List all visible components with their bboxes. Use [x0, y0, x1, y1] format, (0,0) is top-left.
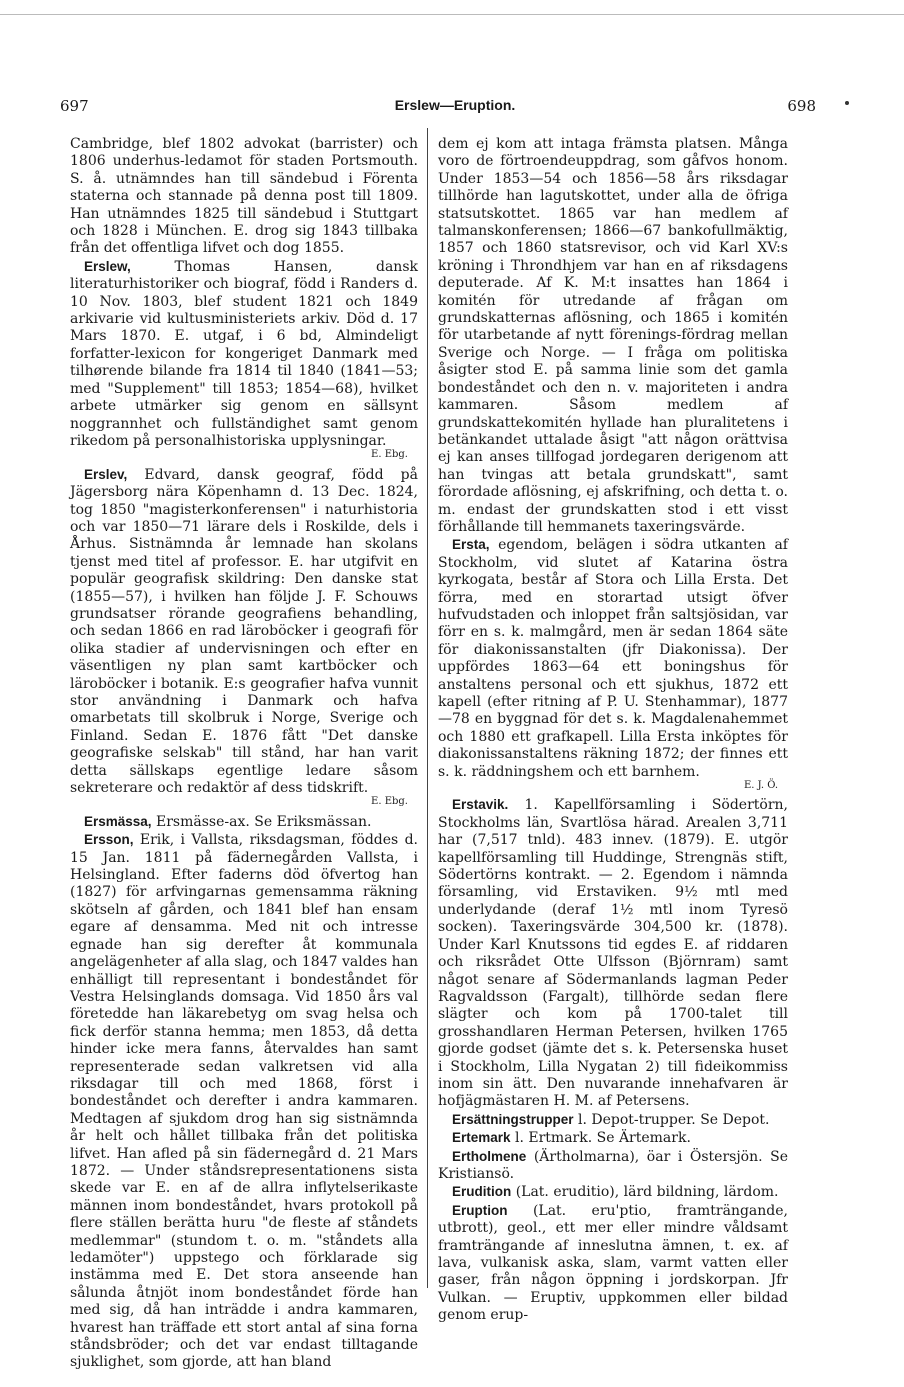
entry-headword: Erslev, [84, 466, 128, 482]
entry-erudition [438, 1183, 788, 1201]
entry-ersmassa [70, 813, 418, 831]
entry-text: Erik, i Vallsta, riksdagsman, föddes d. 15 Jan. 1811 på fädernegården Vallsta, i Helsingland. Efter faderns död öfvertog han (1827) för arfvingarnas gemensamma räkning skötseln af gården, och 1841 blef han ensam egare af densamma. Med nit och intresse egnade han sig derefter åt kommunala angelägenheter af alla slag, och 1847 valdes han enhälligt till representant i bondeståndet för Vestra Helsinglands domsaga. Vid 1850 års val företedde han läkarebetyg om svag helsa och fick derför stanna hemma; men 1853, då detta hinder icke mera fanns, återvaldes han samt representerade sedan valkretsen vid alla riksdagar till och med 1868, först i bondeståndet och derefter i andra kammaren. Medtagen af sjukdom drog han sig sistnämnda år helt och hållet tillbaka från det politiska lifvet. Han afled på sin fädernegård d. 21 Mars 1872. — Under ståndsrepresentationens sista skede var E. en af de allra inflytelserikaste männen inom bondeståndet, hvars protokoll på flere ställen berätta huru "de fleste af ståndets medlemmar" (stundom t. o. m. "ståndets alla ledamöter") uppstego och förklarade sig instämma med E. Det stora anseende han sålunda åtnjöt inom bondeståndet förde han med sig, då han inträdde i andra kammaren, hvarest han träffade ett stort antal af sina forna ståndsbröder; och det var endast tilltagande sjuklighet, som gjorde, att han bland [70, 832, 418, 1371]
continuation-paragraph: Cambridge, blef 1802 advokat (barrister) och 1806 underhus-ledamot för staden Portsmouth. S. å. utnämndes han till sändebud i Förenta staterna och stannade på denna post till 1809. Han utnämndes 1825 till sändebud i Stuttgart och 1828 i München. E. drog sig 1843 tillbaka från det offentliga lifvet och dog 1855. [70, 136, 418, 257]
page-number-left: 697 [60, 97, 89, 115]
entry-text: (Ärtholmarna), öar i Östersjön. Se Kristiansö. [438, 1148, 788, 1182]
entry-ertemark [438, 1129, 788, 1147]
entry-headword: Ersättningstrupper [452, 1111, 574, 1127]
right-column [438, 136, 788, 1324]
column-divider [427, 128, 428, 1288]
entry-text: 1. Kapellförsamling i Södertörn, Stockholms län, Svartlösa härad. Arealen 3,711 har (7,517 tnld). 483 innev. (1879). E. utgör kapellförsamling till Huddinge, Strengnäs stift, Södertörns kontrakt. — 2. Egendom i nämnda församling, vid Erstaviken. 9½ mtl med underlydande (deraf 1½ mtl inom Tyresö socken). Taxeringsvärde 304,500 kr. (1878). Under Karl Knutssons tid egdes E. af riddaren och riksrådet Otte Ulfsson (Björnram) samt något senare af Södermanlands lagman Peder Ragvaldsson (Fargalt), tillhörde sedan flere slägter och kom på 1700-talet till grosshandlaren Herman Petersen, hvilken 1765 gjorde godset (jämte det s. k. Petersenska huset i Stockholm, Lilla Nygatan 2) till fideikommiss inom sin ätt. Den nuvarande innehafvaren är hofjägmästaren H. M. af Petersens. [438, 797, 788, 1110]
page-number-right: 698 [787, 97, 816, 115]
entry-ersattningstrupper [438, 1111, 788, 1129]
entry-text: (Lat. eruditio), lärd bildning, lärdom. [511, 1184, 779, 1201]
author-signature: E. Ebg. [371, 449, 408, 461]
entry-text: l. Depot-trupper. Se Depot. [573, 1111, 770, 1128]
author-signature: E. Ebg. [371, 796, 408, 808]
running-head: Erslew—Eruption. [394, 97, 516, 113]
entry-ersson [70, 831, 418, 1372]
entry-headword: Erudition [452, 1184, 512, 1200]
entry-headword: Ersmässa, [84, 813, 152, 829]
entry-text: Edvard, dansk geograf, född på Jägersborg nära Köpenhamn d. 13 Dec. 1824, tog 1850 "magisterkonferensen" i naturhistoria och var 1850—71 lärare dels i Roskilde, dels i Århus. Sistnämnda år lemnade han skolans tjenst med titel af professor. E. har utgifvit en populär geografisk skildring: Den danske stat (1855—57), i hvilken han följde J. F. Schouws grundsatser rörande geografiens behandling, och sedan 1866 en rad läroböcker i geografi för olika stadier af undervisningen och efter en väsentligen ny plan samt kartböcker och läroböcker i botanik. E:s geografier hafva vunnit stor användning i Danmark och hafva omarbetats till skolbruk i Norge, Sverige och Finland. Sedan E. 1876 fått "Det danske geografiske selskab" till stånd, har han varit detta sällskaps egentlige ledare såsom sekreterare och redaktör af dess tidskrift. [70, 466, 418, 797]
entry-headword: Ersta, [452, 537, 490, 553]
entry-erslew [70, 258, 418, 450]
entry-ertholmene [438, 1148, 788, 1184]
continuation-paragraph: dem ej kom att intaga främsta platsen. Många voro de förtroendeuppdrag, som gåfvos honom. Under 1853—54 och 1856—58 års riksdagar tillhörde han lagutskottet, under alla de öfriga statsutskottet. 1865 var han medlem af talmanskonferensen; 1866—67 bankofullmäktig, 1857 och 1860 statsrevisor, och vid Karl XV:s kröning i Throndhjem var han en af riksdagens deputerade. Af K. M:t insattes han 1864 i komitén för utredande af frågan om grundskatternas aflösning, och 1865 i komitén för utarbetande af nytt förenings-fördrag mellan Sverige och Norge. — I fråga om politiska åsigter stod E. på samma linie som det gamla bondeståndet och den n. v. majoriteten i andra kammaren. Såsom medlem af grundskattekomitén hyllade han pluralitetens i betänkandet uttalade åsigt "att någon orättvisa ej kan anses tillfogad jordegaren derigenom att han tvingas att betala grundskatt", samt förordade aflösning, ej afskrifning, och detta t. o. m. endast der grundskatten stod i ett visst förhållande till hemmanets taxeringsvärde. [438, 136, 788, 535]
entry-erstavik [438, 796, 788, 1110]
entry-text: Thomas Hansen, dansk literaturhistoriker och biograf, född i Randers d. 10 Nov. 1803, blef student 1821 och 1849 arkivarie vid kultusministeriets arkiv. Död d. 17 Mars 1870. E. utgaf, i 6 bd, Almindeligt forfatter-lexicon for kongeriget Danmark med tilhørende bilande fra 1814 til 1840 (1841—53; med "Supplement" till 1853; 1854—68), hvilket arbete utmärker sig genom en sällsynt noggrannhet och fullständighet samt genom rikedom på personalhistoriska upplysningar. [70, 258, 418, 449]
entry-ersta [438, 536, 788, 781]
entry-headword: Erstavik. [452, 797, 509, 813]
left-column [70, 136, 418, 1371]
top-edge-rule [0, 14, 904, 15]
entry-headword: Ertemark [452, 1130, 511, 1146]
entry-text: egendom, belägen i södra utkanten af Stockholm, vid slutet af Katarina östra kyrkogata, består af Stora och Lilla Ersta. Det förra, med en storartad utsigt öfver hufvudstaden och inloppet från saltsjösidan, var förr en s. k. malmgård, men är sedan 1864 säte för diakonissanstalten (jfr Diakonissa). Der uppfördes 1863—64 ett boningshus för anstaltens personal och ett sjukhus, 1872 ett kapell (efter ritning af P. U. Stenhammar), 1877—78 en byggnad för det s. k. Magdalenahemmet och 1880 ett grafkapell. Lilla Ersta inköptes för diakonissanstaltens räkning 1872; der finnes ett s. k. räddningshem och ett barnhem. [438, 537, 788, 780]
author-signature: E. J. Ö. [743, 780, 778, 792]
entry-headword: Ersson, [84, 832, 134, 848]
entry-headword: Erslew, [84, 258, 131, 274]
entry-text: (Lat. eru'ptio, framträngande, utbrott), geol., ett mer eller mindre våldsamt framträngande af inneslutna ämnen, t. ex. af lava, vulkanisk aska, slam, varmt vatten eller gaser, från någon öppning i jordskorpan. Jfr Vulkan. — Eruptiv, uppkommen eller bildad genom erup- [438, 1202, 788, 1324]
entry-headword: Eruption [452, 1202, 508, 1218]
entry-text: l. Ertmark. Se Ärtemark. [510, 1130, 691, 1147]
entry-headword: Ertholmene [452, 1148, 527, 1164]
entry-eruption [438, 1202, 788, 1325]
entry-erslev [70, 466, 418, 798]
page-header [0, 97, 904, 119]
entry-text: Ersmässe-ax. Se Eriksmässan. [151, 813, 372, 830]
